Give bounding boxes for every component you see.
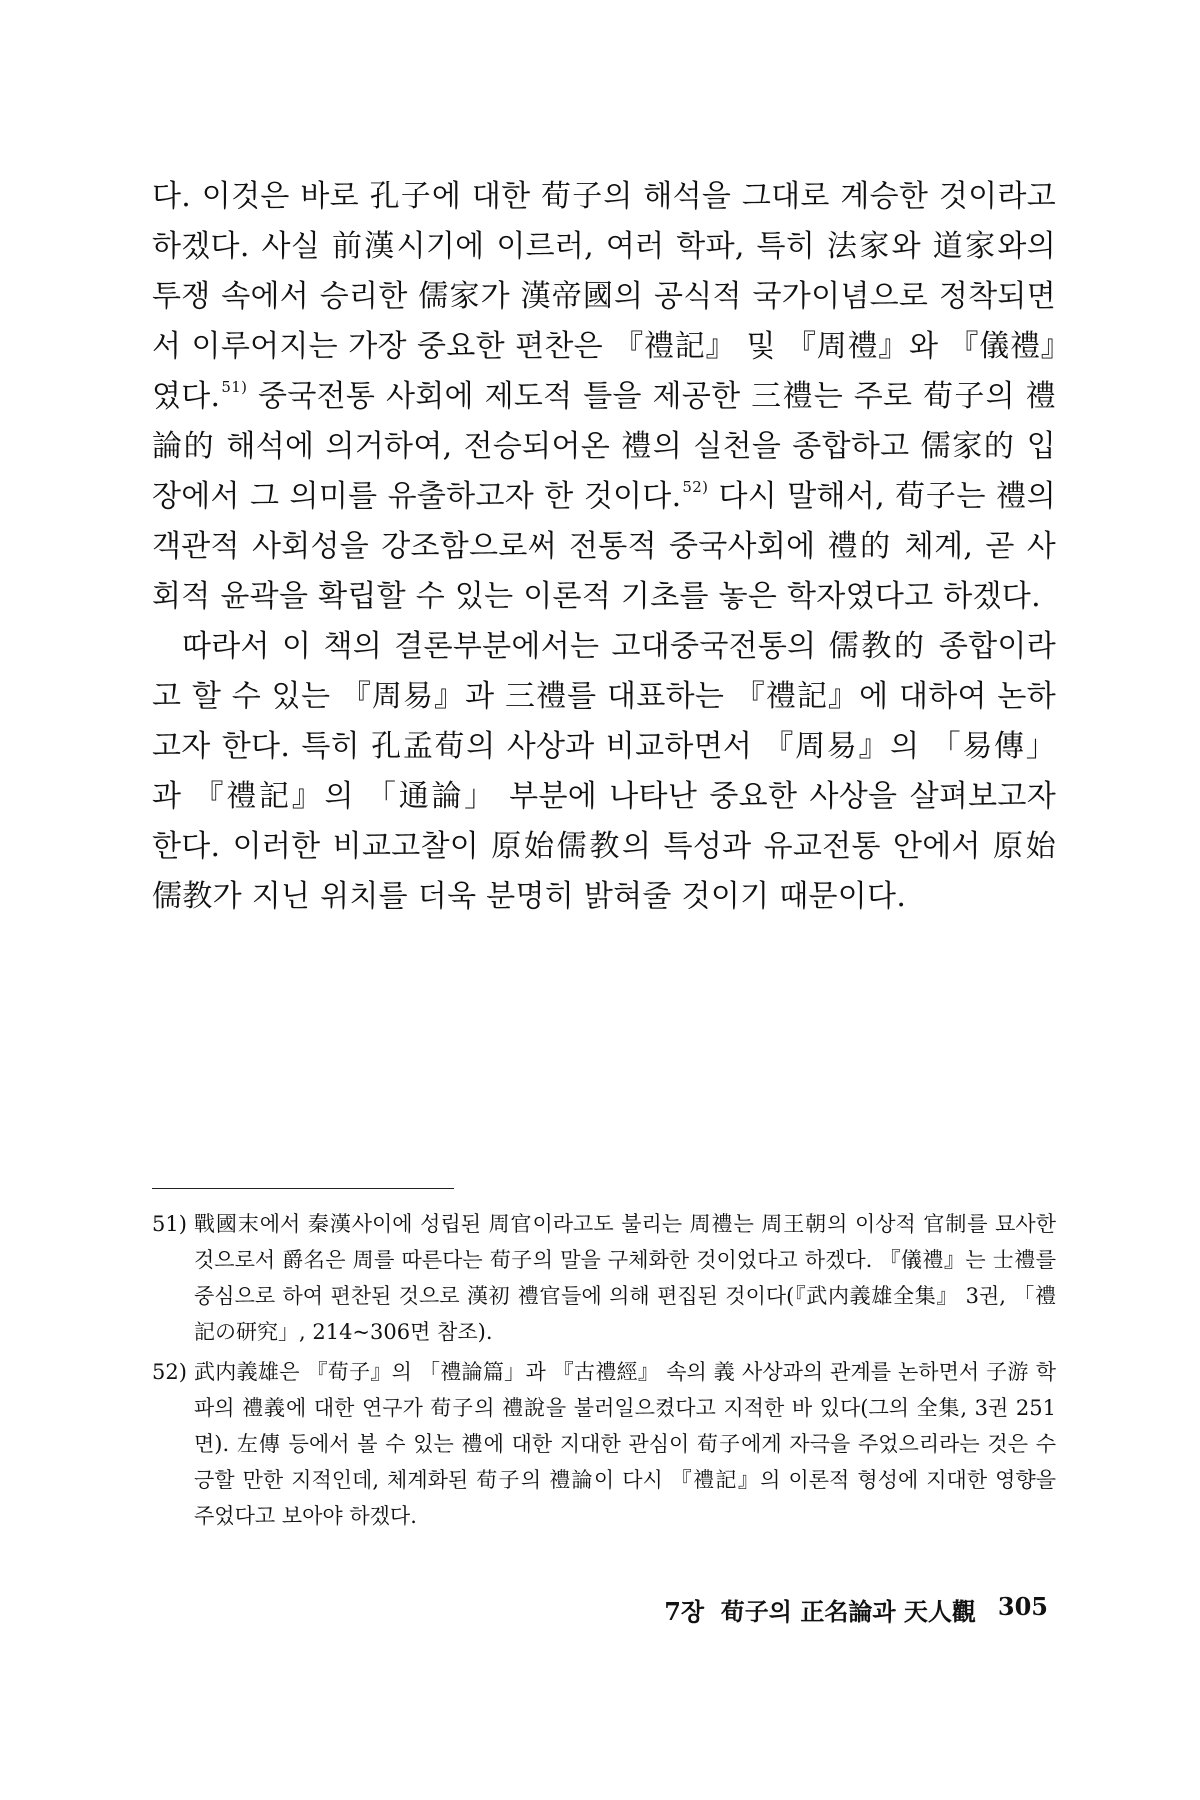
running-footer <box>664 1592 1048 1627</box>
chapter-title: 7장 荀子의 正名論과 天人觀 <box>664 1597 976 1626</box>
footnotes <box>152 1206 1056 1538</box>
paragraph-text: 다. 이것은 바로 孔子에 대한 荀子의 해석을 그대로 계승한 것이라고 하겠다. 사실 前漢시기에 이르러, 여러 학파, 특히 法家와 道家와의 투쟁 속에서 승리한 儒家가 漢帝國의 공식적 국가이념으로 정착되면서 이루어지는 가장 중요한 편찬은 『禮記』 및 『周禮』와 『儀禮』였다. <box>152 179 1056 414</box>
footnote-divider <box>152 1188 454 1189</box>
footnote-reference[interactable]: 52) <box>682 478 709 496</box>
main-text <box>152 172 1056 922</box>
paragraph-text: 다시 말해서, 荀子는 禮의 객관적 사회성을 강조함으로써 전통적 중국사회에 禮的 체계, 곧 사회적 윤곽을 확립할 수 있는 이론적 기초를 놓은 학자였다고 하겠다. <box>152 479 1056 614</box>
body-paragraph <box>152 172 1056 622</box>
paragraph-text: 중국전통 사회에 제도적 틀을 제공한 三禮는 주로 荀子의 禮論的 해석에 의거하여, 전승되어온 禮의 실천을 종합하고 儒家的 입장에서 그 의미를 유출하고자 한 것이다. <box>152 379 1056 514</box>
footnote-51 <box>152 1206 1056 1350</box>
page-number: 305 <box>997 1592 1048 1621</box>
paragraph-text: 따라서 이 책의 결론부분에서는 고대중국전통의 儒教的 종합이라고 할 수 있는 『周易』과 三禮를 대표하는 『禮記』에 대하여 논하고자 한다. 특히 孔孟荀의 사상과 비교하면서 『周易』의 「易傳」과 『禮記』의 「通論」 부분에 나타난 중요한 사상을 살펴보고자 한다. 이러한 비교고찰이 原始儒教의 특성과 유교전통 안에서 原始儒教가 지닌 위치를 더욱 분명히 밝혀줄 것이기 때문이다. <box>152 629 1056 914</box>
footnote-number: 52) <box>152 1360 187 1384</box>
footnote-reference[interactable]: 51) <box>221 378 248 396</box>
footnote-text: 武内義雄은 『荀子』의 「禮論篇」과 『古禮經』 속의 義 사상과의 관계를 논하면서 子游 학파의 禮義에 대한 연구가 荀子의 禮說을 불러일으켰다고 지적한 바 있다(그의 全集, 3권 251면). 左傳 등에서 볼 수 있는 禮에 대한 지대한 관심이 荀子에게 자극을 주었으리라는 것은 수긍할 만한 지적인데, 체계화된 荀子의 禮論이 다시 『禮記』의 이론적 형성에 지대한 영향을 주었다고 보아야 하겠다. <box>194 1360 1056 1528</box>
body-paragraph <box>152 622 1056 922</box>
footnote-number: 51) <box>152 1212 187 1236</box>
footnote-52 <box>152 1354 1056 1534</box>
footnote-text: 戰國末에서 秦漢사이에 성립된 周官이라고도 불리는 周禮는 周王朝의 이상적 官制를 묘사한 것으로서 爵名은 周를 따른다는 荀子의 말을 구체화한 것이었다고 하겠다. 『儀禮』는 士禮를 중심으로 하여 편찬된 것으로 漢初 禮官들에 의해 편집된 것이다(『武内義雄全集』 3권, 「禮記の研究」, 214~306면 참조). <box>194 1212 1056 1344</box>
